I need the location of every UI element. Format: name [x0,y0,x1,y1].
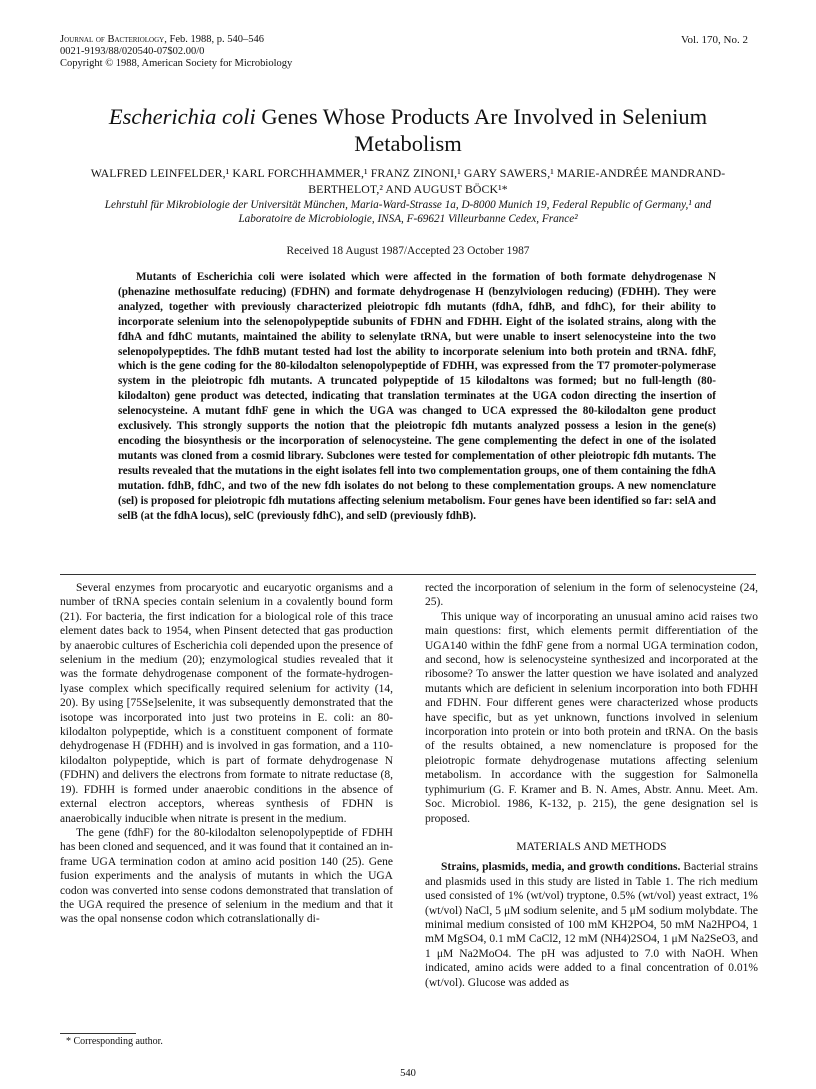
body-paragraph [425,860,758,990]
body-paragraph: Several enzymes from procaryotic and eucaryotic organisms and a number of tRNA species contain selenium in a covalently bound form (21). For bacteria, the first indication for a biological role of this trace element dates back to 1954, when Pinsent detected that gas production by anaerobic cultures of Escherichia coli depended upon the presence of selenium in the medium (20); enzymological studies revealed that it was the formate dehydrogenase component of the formate-hydrogen-lyase complex which specifically required selenium for activity (14, 20). By using [75Se]selenite, it was subsequently demonstrated that the isotope was incorporated into just two proteins in E. coli: an 80-kilodalton polypeptide, which is a constituent component of formate dehydrogenase H (FDHH) and is involved in gas formation, and a 110-kilodalton polypeptide, which is part of formate dehydrogenase N (FDHN) and delivers the electrons from formate to nitrate reductase (8, 19). FDHH is formed under anaerobic conditions in the absence of external electron acceptors, whereas synthesis of FDHN is anaerobically inducible when nitrate is present in the medium. [60,582,393,825]
abstract: Mutants of Escherichia coli were isolated which were affected in the formation of both formate dehydrogenase N (phenazine methosulfate reducing) (FDHN) and formate dehydrogenase H (benzylviologen reducing) (FDHH). They were analyzed, together with previously characterized pleiotropic fdh mutants (fdhA, fdhB, and fdhC), for their ability to incorporate selenium into the selenopolypeptide subunits of FDHN and FDHH. Eight of the isolated strains, along with the fdhA and fdhC mutants, maintained the ability to selenylate tRNA, but were unable to insert selenocysteine into the two selenopolypeptides. The fdhB mutant tested had lost the ability to incorporate selenium into both protein and tRNA. fdhF, which is the gene coding for the 80-kilodalton selenopolypeptide of FDHH, was expressed from the T7 promoter-polymerase system in the pleiotropic fdh mutants. A truncated polypeptide of 15 kilodaltons was formed; but no full-length (80-kilodalton) gene product was detected, indicating that translation terminates at the UGA codon directing the insertion of selenocysteine. A mutant fdhF gene in which the UGA was changed to UCA expressed the 80-kilodalton gene product exclusively. This strongly supports the notion that the pleiotropic fdh mutants analyzed possess a lesion in the gene(s) encoding the biosynthesis or the incorporation of selenocysteine. The gene complementing the defect in one of the isolated mutants was cloned from a cosmid library. Subclones were tested for complementation of other pleiotropic fdh mutants. The results revealed that the mutations in the eight isolates fell into two complementation groups, one of them containing the fdhA mutation. fdhB, fdhC, and two of the new fdh isolates do not belong to these complementation groups. A new nomenclature (sel) is proposed for pleiotropic fdh mutations affecting selenium metabolism. Four genes have been identified so far: selA and selB (at the fdhA locus), selC (previously fdhC), and selD (previously fdhB). [118,271,716,522]
body-paragraph: This unique way of incorporating an unusual amino acid raises two main questions: first, which elements permit differentiation of the UGA140 within the fdhF gene from a normal UGA termination codon, and second, how is selenocysteine synthesized and incorporated at the ribosome? To answer the latter question we have isolated and analyzed mutants which are deficient in selenium incorporation into both FDHH and FDHN. Four different genes were characterized whose products have specific, but as yet unknown, functions involved in selenium incorporation into protein or into both protein and tRNA. On the basis of the results obtained, a new nomenclature is proposed for the pleiotropic formate dehydrogenase mutations affecting selenium metabolism. In accordance with the suggestion for Salmonella typhimurium (G. F. Kramer and B. N. Ames, Abstr. Annu. Meet. Am. Soc. Microbiol. 1986, K-132, p. 215), the gene designation sel is proposed. [425,610,758,825]
title-rest: Genes Whose Products Are Involved in Selenium Metabolism [255,104,708,156]
body-paragraph: rected the incorporation of selenium in the form of selenocysteine (24, 25). [425,582,758,609]
article-code: 0021-9193/88/020540-07$02.00/0 [60,46,205,57]
run-in-heading: Strains, plasmids, media, and growth conditions. [441,861,681,874]
volume-info: Vol. 170, No. 2 [680,34,748,46]
journal-name: Journal of Bacteriology [60,34,165,45]
article-title [60,103,756,157]
methods-text: Bacterial strains and plasmids used in this study are listed in Table 1. The rich medium used consisted of 1% (wt/vol) tryptone, 0.5% (wt/vol) yeast extract, 1% (wt/vol) NaCl, 5 μM sodium selenite, and 5 μM sodium molybdate. The minimal medium consisted of 100 mM KH2PO4, 50 mM Na2HPO4, 1 mM MgSO4, 0.1 mM CaCl2, 12 mM (NH4)2SO4, 1 μM Na2SeO3, and 1 μM Na2MoO4. The pH was adjusted to 7.0 with NaOH. When indicated, amino acids were added to a final concentration of 0.01% (wt/vol). Glucose was added as [425,861,759,989]
affiliation: Lehrstuhl für Mikrobiologie der Universität München, Maria-Ward-Strasse 1a, D-8000 Munich 19, Federal Republic of Germany,¹ and Laboratoire de Microbiologie, INSA, F-69621 Villeurbanne Cedex, France² [104,199,712,225]
received-dates: Received 18 August 1987/Accepted 23 October 1987 [286,245,530,257]
section-divider [60,574,756,575]
body-paragraph: The gene (fdhF) for the 80-kilodalton selenopolypeptide of FDHH has been cloned and sequenced, and it was found that it contained an in-frame UGA termination codon at amino acid position 140 (25). Gene fusion experiments and the analysis of mutants in which the UGA codon was converted into sense codons demonstrated that translation of the UGA required the presence of selenium in the medium and that it was the opal nonsense codon which cotranslationally di- [60,826,393,926]
running-header [60,34,292,70]
author-list: WALFRED LEINFELDER,¹ KARL FORCHHAMMER,¹ FRANZ ZINONI,¹ GARY SAWERS,¹ MARIE-ANDRÉE MANDRAND-BERTHELOT,² AND AUGUST BÖCK¹* [90,166,726,196]
issue-info: , Feb. 1988, p. 540–546 [164,34,264,45]
footnote-rule [60,1033,136,1034]
title-organism: Escherichia coli [108,104,256,129]
page-number: 540 [400,1068,416,1079]
body-column-right [425,581,758,990]
footnote: * Corresponding author. [66,1036,163,1047]
body-column-left [60,581,393,927]
section-heading: MATERIALS AND METHODS [516,840,667,853]
copyright-line: Copyright © 1988, American Society for Microbiology [60,58,293,69]
